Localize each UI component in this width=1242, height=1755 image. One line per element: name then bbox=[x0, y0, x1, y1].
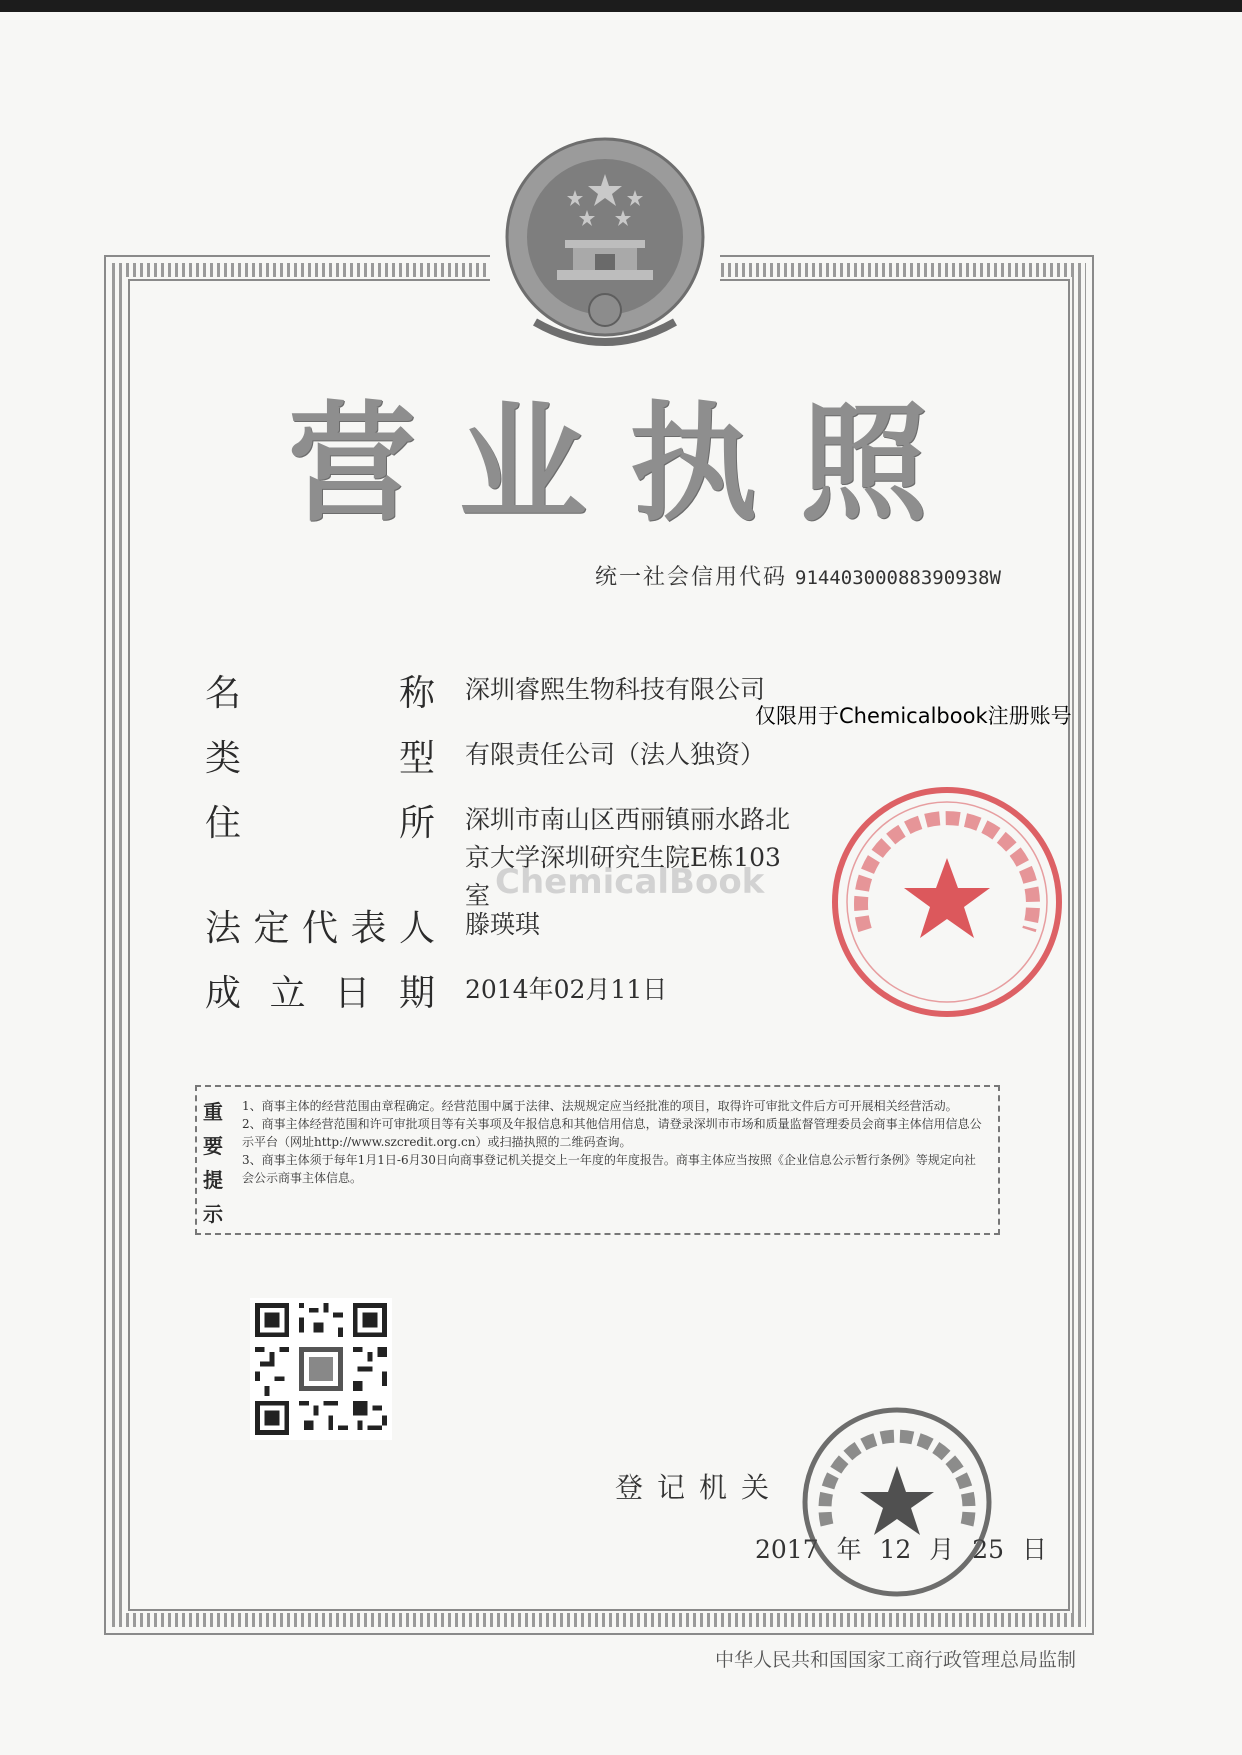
registration-date: 2017 年 12 月 25 日 bbox=[755, 1535, 1047, 1564]
field-label bbox=[205, 965, 435, 1015]
label-char: 定 bbox=[253, 907, 290, 949]
field-label bbox=[205, 795, 435, 845]
title-char: 照 bbox=[799, 390, 928, 539]
notice-title-char: 提 bbox=[203, 1168, 223, 1192]
label-char: 法 bbox=[205, 907, 242, 949]
title-char: 业 bbox=[458, 390, 587, 539]
notice-title-char: 要 bbox=[203, 1134, 223, 1158]
credit-code-label: 统一社会信用代码 bbox=[595, 565, 788, 590]
label-char: 表 bbox=[350, 907, 387, 949]
title-char: 执 bbox=[629, 390, 758, 539]
notice-title-char: 示 bbox=[203, 1202, 223, 1226]
title-char: 营 bbox=[288, 390, 417, 539]
notice-item: 1、商事主体的经营范围由章程确定。经营范围中属于法律、法规规定应当经批准的项目，取得许可审批文件后方可开展相关经营活动。 bbox=[242, 1099, 958, 1113]
notice-title-char: 重 bbox=[203, 1100, 223, 1124]
label-char: 所 bbox=[398, 802, 435, 844]
registration-authority-label: 登记机关 bbox=[615, 1471, 784, 1504]
authority-seal-icon bbox=[795, 1400, 1000, 1605]
footer-supervision-text: 中华人民共和国国家工商行政管理总局监制 bbox=[715, 1649, 1077, 1671]
label-char: 成 bbox=[205, 972, 242, 1014]
company-seal-icon bbox=[825, 780, 1070, 1025]
label-char: 代 bbox=[301, 907, 338, 949]
notice-body bbox=[242, 1097, 987, 1187]
credit-code-line bbox=[595, 560, 1001, 596]
field-label bbox=[205, 730, 435, 780]
label-char: 类 bbox=[205, 737, 242, 779]
label-char: 期 bbox=[398, 972, 435, 1014]
scan-top-edge bbox=[0, 0, 1242, 12]
field-label bbox=[205, 665, 435, 715]
label-char: 型 bbox=[398, 737, 435, 779]
label-char: 人 bbox=[398, 907, 435, 949]
national-emblem-icon bbox=[495, 132, 715, 350]
field-label bbox=[205, 900, 435, 950]
important-notice-box bbox=[195, 1085, 1000, 1235]
label-char: 日 bbox=[334, 972, 371, 1014]
credit-code-value: 91440300088390938W bbox=[795, 567, 1001, 589]
notice-item: 2、商事主体经营范围和许可审批项目等有关事项及年报信息和其他信用信息，请登录深圳市市场和质量监督管理委员会商事主体信用信息公示平台（网址http://www.szcredit.org.cn）或扫描执照的二维码查询。 bbox=[242, 1117, 982, 1149]
qr-code-icon bbox=[250, 1298, 392, 1440]
notice-item: 3、商事主体须于每年1月1日-6月30日向商事登记机关提交上一年度的年度报告。商事主体应当按照《企业信息公示暂行条例》等规定向社会公示商事主体信息。 bbox=[242, 1153, 976, 1185]
company-name-value: 深圳睿熙生物科技有限公司 bbox=[465, 675, 766, 704]
document-title bbox=[288, 380, 928, 550]
label-char: 名 bbox=[205, 672, 242, 714]
address-value: 深圳市南山区西丽镇丽水路北京大学深圳研究生院E栋103室 bbox=[465, 805, 791, 910]
label-char: 立 bbox=[269, 972, 306, 1014]
label-char: 住 bbox=[205, 802, 242, 844]
notice-title bbox=[203, 1095, 229, 1231]
usage-restriction-text: 仅限用于Chemicalbook注册账号 bbox=[755, 704, 1072, 728]
established-date-value: 2014年02月11日 bbox=[465, 975, 668, 1004]
legal-rep-value: 滕瑛琪 bbox=[465, 910, 541, 939]
watermark-text: ChemicalBook bbox=[495, 862, 765, 902]
label-char: 称 bbox=[398, 672, 435, 714]
company-type-value: 有限责任公司（法人独资） bbox=[465, 740, 766, 769]
